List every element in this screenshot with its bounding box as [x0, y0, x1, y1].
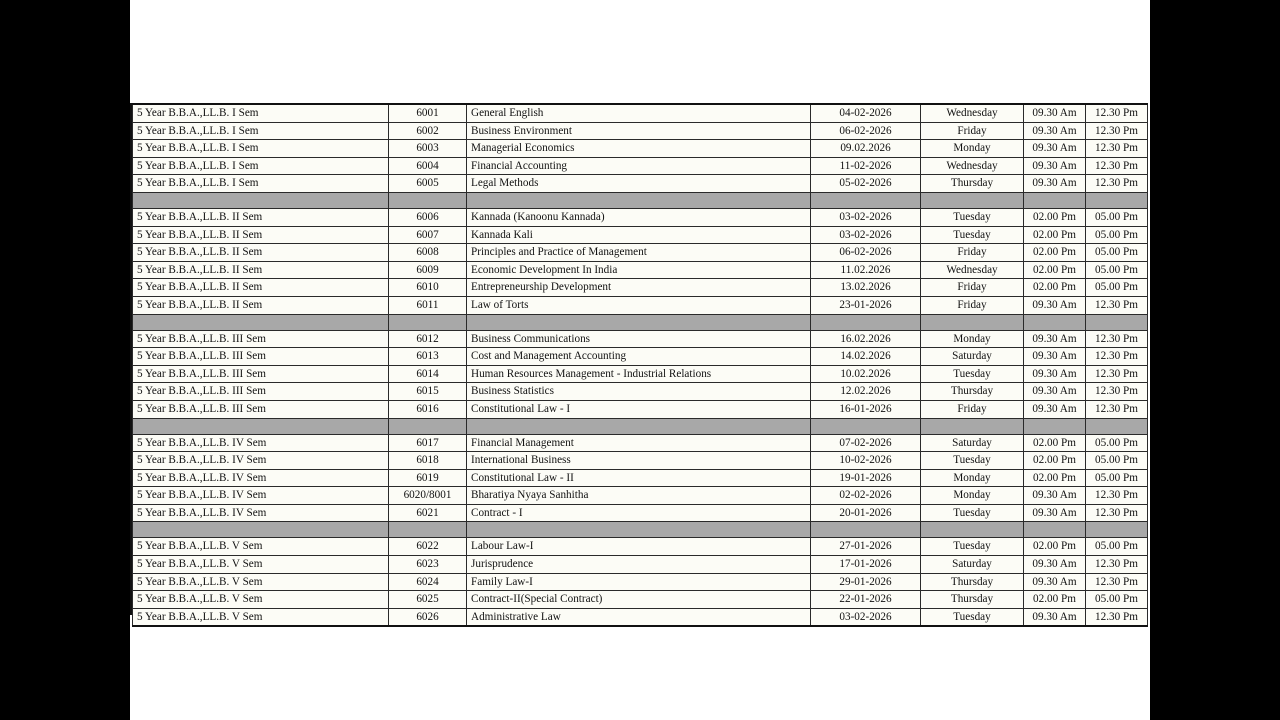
cell-date: 06-02-2026: [811, 122, 921, 140]
table-row[interactable]: [133, 122, 1148, 140]
cell-course: 5 Year B.B.A.,LL.B. II Sem: [133, 244, 389, 262]
cell-day: Wednesday: [921, 104, 1024, 122]
cell-date: 16-01-2026: [811, 400, 921, 418]
cell-course: 5 Year B.B.A.,LL.B. II Sem: [133, 279, 389, 297]
semester-separator-row: [133, 314, 1148, 330]
table-row[interactable]: [133, 261, 1148, 279]
separator-cell: [1024, 314, 1086, 330]
cell-subject: Business Communications: [467, 330, 811, 348]
cell-from: 09.30 Am: [1024, 487, 1086, 505]
cell-date: 16.02.2026: [811, 330, 921, 348]
cell-date: 14.02.2026: [811, 348, 921, 366]
cell-date: 10.02.2026: [811, 365, 921, 383]
cell-subject: Law of Torts: [467, 296, 811, 314]
cell-date: 17-01-2026: [811, 556, 921, 574]
cell-code: 6006: [389, 208, 467, 226]
cell-from: 02.00 Pm: [1024, 591, 1086, 609]
cell-course: 5 Year B.B.A.,LL.B. II Sem: [133, 296, 389, 314]
cell-date: 05-02-2026: [811, 175, 921, 193]
table-row[interactable]: [133, 487, 1148, 505]
separator-cell: [133, 418, 389, 434]
table-row[interactable]: [133, 348, 1148, 366]
cell-date: 03-02-2026: [811, 208, 921, 226]
cell-code: 6002: [389, 122, 467, 140]
cell-day: Wednesday: [921, 261, 1024, 279]
table-row[interactable]: [133, 400, 1148, 418]
cell-code: 6004: [389, 157, 467, 175]
table-row[interactable]: [133, 175, 1148, 193]
cell-subject: Labour Law-I: [467, 538, 811, 556]
cell-subject: Financial Accounting: [467, 157, 811, 175]
cell-code: 6022: [389, 538, 467, 556]
cell-subject: Human Resources Management - Industrial Relations: [467, 365, 811, 383]
cell-to: 05.00 Pm: [1086, 244, 1148, 262]
semester-separator-row: [133, 192, 1148, 208]
cell-from: 09.30 Am: [1024, 573, 1086, 591]
table-row[interactable]: [133, 208, 1148, 226]
cell-day: Thursday: [921, 175, 1024, 193]
cell-date: 10-02-2026: [811, 452, 921, 470]
table-row[interactable]: [133, 504, 1148, 522]
table-row[interactable]: [133, 608, 1148, 626]
cell-to: 12.30 Pm: [1086, 330, 1148, 348]
cell-course: 5 Year B.B.A.,LL.B. III Sem: [133, 365, 389, 383]
cell-from: 02.00 Pm: [1024, 261, 1086, 279]
separator-cell: [1024, 418, 1086, 434]
cell-day: Monday: [921, 330, 1024, 348]
cell-from: 02.00 Pm: [1024, 469, 1086, 487]
timetable-body: [133, 104, 1148, 626]
cell-code: 6007: [389, 226, 467, 244]
cell-course: 5 Year B.B.A.,LL.B. III Sem: [133, 348, 389, 366]
cell-course: 5 Year B.B.A.,LL.B. II Sem: [133, 208, 389, 226]
semester-separator-row: [133, 418, 1148, 434]
cell-code: 6013: [389, 348, 467, 366]
cell-course: 5 Year B.B.A.,LL.B. V Sem: [133, 591, 389, 609]
cell-course: 5 Year B.B.A.,LL.B. I Sem: [133, 140, 389, 158]
separator-cell: [921, 314, 1024, 330]
cell-to: 12.30 Pm: [1086, 175, 1148, 193]
cell-from: 09.30 Am: [1024, 104, 1086, 122]
cell-day: Tuesday: [921, 504, 1024, 522]
cell-day: Thursday: [921, 591, 1024, 609]
cell-from: 09.30 Am: [1024, 140, 1086, 158]
cell-to: 12.30 Pm: [1086, 365, 1148, 383]
cell-date: 19-01-2026: [811, 469, 921, 487]
separator-cell: [389, 192, 467, 208]
cell-course: 5 Year B.B.A.,LL.B. IV Sem: [133, 504, 389, 522]
cell-day: Thursday: [921, 573, 1024, 591]
cell-to: 12.30 Pm: [1086, 140, 1148, 158]
cell-to: 05.00 Pm: [1086, 226, 1148, 244]
cell-to: 12.30 Pm: [1086, 608, 1148, 626]
cell-day: Friday: [921, 400, 1024, 418]
separator-cell: [1086, 192, 1148, 208]
cell-date: 11-02-2026: [811, 157, 921, 175]
cell-subject: Legal Methods: [467, 175, 811, 193]
cell-from: 09.30 Am: [1024, 383, 1086, 401]
table-row[interactable]: [133, 383, 1148, 401]
cell-day: Tuesday: [921, 365, 1024, 383]
cell-code: 6015: [389, 383, 467, 401]
separator-cell: [1086, 418, 1148, 434]
cell-code: 6019: [389, 469, 467, 487]
cell-date: 29-01-2026: [811, 573, 921, 591]
document-page: [130, 0, 1150, 720]
cell-course: 5 Year B.B.A.,LL.B. II Sem: [133, 261, 389, 279]
table-row[interactable]: [133, 469, 1148, 487]
cell-day: Monday: [921, 487, 1024, 505]
cell-day: Monday: [921, 469, 1024, 487]
separator-cell: [467, 418, 811, 434]
cell-code: 6005: [389, 175, 467, 193]
separator-cell: [811, 522, 921, 538]
cell-subject: Financial Management: [467, 434, 811, 452]
cell-day: Saturday: [921, 434, 1024, 452]
cell-course: 5 Year B.B.A.,LL.B. I Sem: [133, 157, 389, 175]
table-row[interactable]: [133, 538, 1148, 556]
table-row[interactable]: [133, 226, 1148, 244]
cell-subject: Kannada Kali: [467, 226, 811, 244]
cell-to: 12.30 Pm: [1086, 504, 1148, 522]
separator-cell: [389, 522, 467, 538]
cell-from: 09.30 Am: [1024, 330, 1086, 348]
cell-code: 6012: [389, 330, 467, 348]
separator-cell: [467, 522, 811, 538]
cell-date: 22-01-2026: [811, 591, 921, 609]
cell-course: 5 Year B.B.A.,LL.B. I Sem: [133, 175, 389, 193]
cell-from: 02.00 Pm: [1024, 279, 1086, 297]
cell-from: 09.30 Am: [1024, 504, 1086, 522]
table-row[interactable]: [133, 279, 1148, 297]
cell-code: 6014: [389, 365, 467, 383]
cell-from: 09.30 Am: [1024, 157, 1086, 175]
cell-date: 23-01-2026: [811, 296, 921, 314]
cell-subject: General English: [467, 104, 811, 122]
cell-day: Tuesday: [921, 452, 1024, 470]
separator-cell: [921, 192, 1024, 208]
cell-date: 12.02.2026: [811, 383, 921, 401]
table-row[interactable]: [133, 140, 1148, 158]
cell-course: 5 Year B.B.A.,LL.B. IV Sem: [133, 452, 389, 470]
cell-to: 05.00 Pm: [1086, 452, 1148, 470]
cell-course: 5 Year B.B.A.,LL.B. I Sem: [133, 122, 389, 140]
cell-to: 05.00 Pm: [1086, 591, 1148, 609]
cell-date: 11.02.2026: [811, 261, 921, 279]
cell-day: Tuesday: [921, 208, 1024, 226]
cell-subject: Principles and Practice of Management: [467, 244, 811, 262]
cell-date: 07-02-2026: [811, 434, 921, 452]
table-row[interactable]: [133, 591, 1148, 609]
cell-day: Thursday: [921, 383, 1024, 401]
cell-from: 09.30 Am: [1024, 348, 1086, 366]
cell-to: 12.30 Pm: [1086, 122, 1148, 140]
cell-code: 6024: [389, 573, 467, 591]
separator-cell: [921, 522, 1024, 538]
cell-course: 5 Year B.B.A.,LL.B. II Sem: [133, 226, 389, 244]
cell-course: 5 Year B.B.A.,LL.B. III Sem: [133, 330, 389, 348]
cell-from: 09.30 Am: [1024, 175, 1086, 193]
cell-to: 05.00 Pm: [1086, 208, 1148, 226]
cell-course: 5 Year B.B.A.,LL.B. V Sem: [133, 608, 389, 626]
cell-to: 12.30 Pm: [1086, 157, 1148, 175]
cell-from: 09.30 Am: [1024, 608, 1086, 626]
separator-cell: [133, 192, 389, 208]
cell-day: Saturday: [921, 556, 1024, 574]
cell-from: 02.00 Pm: [1024, 434, 1086, 452]
cell-subject: Economic Development In India: [467, 261, 811, 279]
cell-code: 6017: [389, 434, 467, 452]
cell-to: 05.00 Pm: [1086, 469, 1148, 487]
cell-code: 6021: [389, 504, 467, 522]
cell-subject: Kannada (Kanoonu Kannada): [467, 208, 811, 226]
table-row[interactable]: [133, 104, 1148, 122]
cell-course: 5 Year B.B.A.,LL.B. III Sem: [133, 383, 389, 401]
cell-to: 05.00 Pm: [1086, 538, 1148, 556]
cell-subject: Entrepreneurship Development: [467, 279, 811, 297]
separator-cell: [1024, 522, 1086, 538]
cell-course: 5 Year B.B.A.,LL.B. IV Sem: [133, 487, 389, 505]
cell-to: 12.30 Pm: [1086, 556, 1148, 574]
cell-from: 02.00 Pm: [1024, 226, 1086, 244]
cell-to: 05.00 Pm: [1086, 279, 1148, 297]
cell-date: 03-02-2026: [811, 226, 921, 244]
cell-day: Friday: [921, 279, 1024, 297]
cell-from: 09.30 Am: [1024, 296, 1086, 314]
cell-course: 5 Year B.B.A.,LL.B. IV Sem: [133, 469, 389, 487]
cell-day: Saturday: [921, 348, 1024, 366]
separator-cell: [921, 418, 1024, 434]
exam-timetable: [132, 103, 1148, 627]
cell-date: 27-01-2026: [811, 538, 921, 556]
cell-subject: International Business: [467, 452, 811, 470]
separator-cell: [133, 314, 389, 330]
cell-day: Friday: [921, 296, 1024, 314]
cell-subject: Business Statistics: [467, 383, 811, 401]
cell-from: 09.30 Am: [1024, 400, 1086, 418]
cell-from: 02.00 Pm: [1024, 208, 1086, 226]
table-row[interactable]: [133, 244, 1148, 262]
cell-course: 5 Year B.B.A.,LL.B. V Sem: [133, 573, 389, 591]
cell-subject: Bharatiya Nyaya Sanhitha: [467, 487, 811, 505]
cell-from: 09.30 Am: [1024, 365, 1086, 383]
separator-cell: [389, 314, 467, 330]
separator-cell: [389, 418, 467, 434]
cell-subject: Constitutional Law - I: [467, 400, 811, 418]
cell-day: Wednesday: [921, 157, 1024, 175]
cell-code: 6020/8001: [389, 487, 467, 505]
cell-date: 13.02.2026: [811, 279, 921, 297]
separator-cell: [1086, 522, 1148, 538]
cell-code: 6003: [389, 140, 467, 158]
table-row[interactable]: [133, 296, 1148, 314]
cell-course: 5 Year B.B.A.,LL.B. V Sem: [133, 556, 389, 574]
cell-subject: Cost and Management Accounting: [467, 348, 811, 366]
cell-to: 12.30 Pm: [1086, 573, 1148, 591]
cell-course: 5 Year B.B.A.,LL.B. IV Sem: [133, 434, 389, 452]
cell-day: Monday: [921, 140, 1024, 158]
cell-code: 6025: [389, 591, 467, 609]
cell-course: 5 Year B.B.A.,LL.B. III Sem: [133, 400, 389, 418]
cell-date: 09.02.2026: [811, 140, 921, 158]
cell-code: 6023: [389, 556, 467, 574]
separator-cell: [133, 522, 389, 538]
cell-to: 12.30 Pm: [1086, 400, 1148, 418]
cell-to: 12.30 Pm: [1086, 296, 1148, 314]
cell-subject: Business Environment: [467, 122, 811, 140]
cell-code: 6010: [389, 279, 467, 297]
separator-cell: [811, 418, 921, 434]
separator-cell: [811, 314, 921, 330]
cell-day: Friday: [921, 244, 1024, 262]
table-row[interactable]: [133, 330, 1148, 348]
cell-date: 20-01-2026: [811, 504, 921, 522]
cell-date: 06-02-2026: [811, 244, 921, 262]
cell-to: 05.00 Pm: [1086, 261, 1148, 279]
cell-day: Tuesday: [921, 538, 1024, 556]
cell-subject: Jurisprudence: [467, 556, 811, 574]
cell-code: 6008: [389, 244, 467, 262]
cell-day: Friday: [921, 122, 1024, 140]
cell-from: 09.30 Am: [1024, 556, 1086, 574]
table-row[interactable]: [133, 556, 1148, 574]
table-row[interactable]: [133, 452, 1148, 470]
cell-subject: Family Law-I: [467, 573, 811, 591]
timetable-container: [132, 103, 1149, 627]
cell-to: 12.30 Pm: [1086, 383, 1148, 401]
cell-course: 5 Year B.B.A.,LL.B. V Sem: [133, 538, 389, 556]
cell-code: 6009: [389, 261, 467, 279]
cell-to: 05.00 Pm: [1086, 434, 1148, 452]
cell-course: 5 Year B.B.A.,LL.B. I Sem: [133, 104, 389, 122]
cell-date: 02-02-2026: [811, 487, 921, 505]
cell-to: 12.30 Pm: [1086, 348, 1148, 366]
cell-from: 02.00 Pm: [1024, 452, 1086, 470]
cell-subject: Administrative Law: [467, 608, 811, 626]
separator-cell: [1024, 192, 1086, 208]
cell-code: 6011: [389, 296, 467, 314]
cell-subject: Constitutional Law - II: [467, 469, 811, 487]
table-row[interactable]: [133, 157, 1148, 175]
table-row[interactable]: [133, 365, 1148, 383]
cell-subject: Managerial Economics: [467, 140, 811, 158]
cell-to: 12.30 Pm: [1086, 104, 1148, 122]
cell-day: Tuesday: [921, 226, 1024, 244]
cell-code: 6018: [389, 452, 467, 470]
separator-cell: [467, 192, 811, 208]
cell-from: 02.00 Pm: [1024, 244, 1086, 262]
table-row[interactable]: [133, 573, 1148, 591]
cell-subject: Contract - I: [467, 504, 811, 522]
semester-separator-row: [133, 522, 1148, 538]
cell-code: 6001: [389, 104, 467, 122]
cell-date: 04-02-2026: [811, 104, 921, 122]
table-row[interactable]: [133, 434, 1148, 452]
cell-from: 09.30 Am: [1024, 122, 1086, 140]
cell-subject: Contract-II(Special Contract): [467, 591, 811, 609]
separator-cell: [1086, 314, 1148, 330]
cell-day: Tuesday: [921, 608, 1024, 626]
separator-cell: [811, 192, 921, 208]
separator-cell: [467, 314, 811, 330]
cell-to: 12.30 Pm: [1086, 487, 1148, 505]
cell-code: 6016: [389, 400, 467, 418]
cell-code: 6026: [389, 608, 467, 626]
cell-date: 03-02-2026: [811, 608, 921, 626]
cell-from: 02.00 Pm: [1024, 538, 1086, 556]
